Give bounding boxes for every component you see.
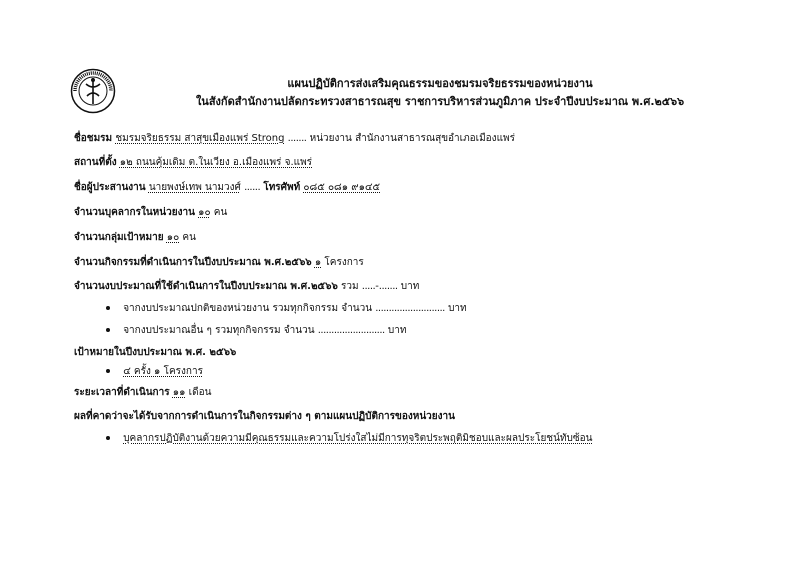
target-value: ๑๐	[166, 232, 180, 243]
coordinator-value: นายพงษ์เทพ นามวงศ์	[148, 182, 241, 193]
duration-row	[74, 385, 211, 400]
budget-value: -	[375, 281, 379, 292]
budget-item-1: จากงบประมาณปกติของหน่วยงาน รวมทุกกิจกรรม จำนวน .......................... บาท	[106, 301, 467, 316]
address-value: ๑๒ ถนนคุ้มเดิม ต.ในเวียง อ.เมืองแพร่ จ.แพร่	[119, 157, 313, 168]
coordinator-row: ชื่อผู้ประสานงาน นายพงษ์เทพ นามวงศ์ ...... โทรศัพท์ ๐๘๕ ๐๘๑ ๙๑๔๕	[74, 182, 381, 193]
staff-row	[74, 205, 227, 220]
club-label: ชื่อชมรม	[74, 133, 113, 144]
club-value: ชมรมจริยธรรม สาสุขเมืองแพร่ Strong	[115, 133, 285, 144]
staff-label: จำนวนบุคลากรในหน่วยงาน	[74, 207, 195, 218]
staff-unit: คน	[213, 207, 228, 218]
goal-value: ๔ ครั้ง ๑ โครงการ	[123, 366, 203, 377]
coordinator-label: ชื่อผู้ประสานงาน	[74, 182, 146, 193]
budget-item-2-text: จากงบประมาณอื่น ๆ รวมทุกกิจกรรม จำนวน	[123, 325, 315, 336]
expected-label: ผลที่คาดว่าจะได้รับจากการดำเนินการในกิจกรรมต่าง ๆ ตามแผนปฏิบัติการของหน่วยงาน	[74, 411, 455, 422]
budget-item-2: จากงบประมาณอื่น ๆ รวมทุกกิจกรรม จำนวน ......................... บาท	[106, 323, 406, 338]
activities-label: จำนวนกิจกรรมที่ดำเนินการในปีงบประมาณ พ.ศ.๒๕๖๖	[74, 257, 312, 268]
budget-item-1-unit: บาท	[448, 303, 467, 314]
staff-value: ๑๐	[198, 207, 211, 218]
phone-value: ๐๘๕ ๐๘๑ ๙๑๔๕	[303, 182, 381, 193]
ministry-of-public-health-seal	[70, 68, 116, 114]
activities-row	[74, 255, 364, 270]
goal-item	[106, 364, 203, 379]
bullet-icon	[106, 306, 110, 310]
budget-row: จำนวนงบประมาณที่ใช้ดำเนินการในปีงบประมาณ พ.ศ.๒๕๖๖ รวม .....-....... บาท	[74, 281, 420, 292]
budget-label: จำนวนงบประมาณที่ใช้ดำเนินการในปีงบประมาณ พ.ศ.๒๕๖๖	[74, 281, 338, 292]
duration-unit: เดือน	[188, 387, 212, 398]
activities-value: ๑	[314, 257, 322, 268]
goal-row	[74, 345, 236, 360]
address-label: สถานที่ตั้ง	[74, 157, 117, 168]
target-row	[74, 230, 196, 245]
bullet-icon	[106, 369, 110, 373]
target-unit: คน	[182, 232, 196, 243]
expected-row	[74, 409, 455, 424]
budget-item-1-text: จากงบประมาณปกติของหน่วยงาน รวมทุกกิจกรรม จำนวน	[123, 303, 373, 314]
budget-unit: บาท	[400, 281, 420, 292]
expected-item-1-text: บุคลากรปฏิบัติงานด้วยความมีคุณธรรมและความโปร่งใสไม่มีการทุจริตประพฤติมิชอบและผลประโยชน์ทับซ้อน	[123, 433, 593, 444]
activities-unit: โครงการ	[324, 257, 364, 268]
phone-label: โทรศัพท์	[263, 182, 301, 193]
target-label: จำนวนกลุ่มเป้าหมาย	[74, 232, 164, 243]
document-title-line-1: แผนปฏิบัติการส่งเสริมคุณธรรมของชมรมจริยธรรมของหน่วยงาน	[287, 77, 593, 90]
budget-item-2-unit: บาท	[387, 325, 407, 336]
bullet-icon	[106, 436, 110, 440]
duration-value: ๑๑	[172, 387, 186, 398]
unit-value: สำนักงานสาธารณสุขอำเภอเมืองแพร่	[355, 133, 515, 144]
budget-total-word: รวม	[341, 281, 359, 292]
duration-label: ระยะเวลาที่ดำเนินการ	[74, 387, 170, 398]
goal-label: เป้าหมายในปีงบประมาณ พ.ศ. ๒๕๖๖	[74, 347, 237, 358]
club-name-row: ชื่อชมรม ชมรมจริยธรรม สาสุขเมืองแพร่ Strong ....... หน่วยงาน สำนักงานสาธารณสุขอำเภอเมืองแพร่	[74, 133, 515, 144]
document-title-line-2: ในสังกัดสำนักงานปลัดกระทรวงสาธารณสุข ราชการบริหารส่วนภูมิภาค ประจำปีงบประมาณ พ.ศ.๒๕๖๖	[195, 95, 685, 108]
expected-item-1	[106, 431, 593, 446]
unit-label: หน่วยงาน	[309, 133, 352, 144]
bullet-icon	[106, 328, 110, 332]
address-row	[74, 155, 312, 170]
